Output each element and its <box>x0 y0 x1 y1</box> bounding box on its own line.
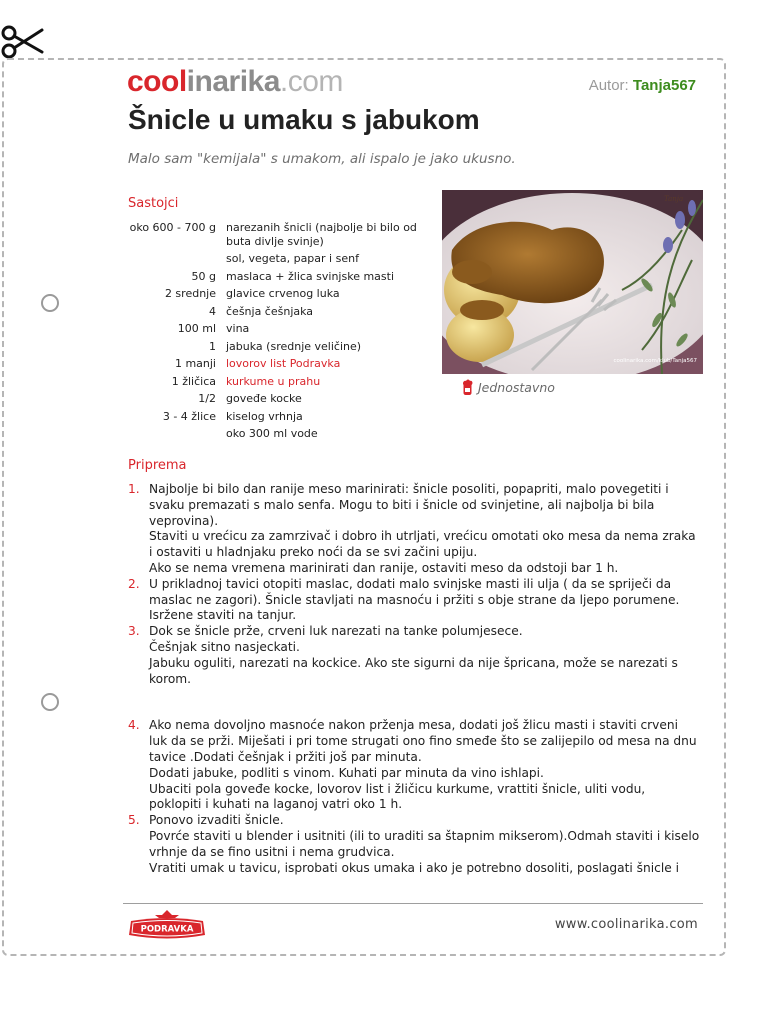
step-number: 4. <box>128 718 140 733</box>
ingredient-name: kiselog vrhnja <box>226 409 303 423</box>
step-text: Ako nema dovoljno masnoće nakon prženja mesa, dodati još žlicu masti i staviti crveni luk da se prži. Miješati i pri tome strugati ono fino smeđe što se zalijepilo od mesa na dnu tavice .Dodati češnjak i pržiti još par minuta. Dodati jabuke, podliti s vinom. Kuhati par minuta da vino ishlapi. Ubaciti pola goveđe kocke, lovorov list i žličicu kurkume, vrattiti šnicle, uliti vodu, poklopiti i kuhati na laganoj vatri oko 1 h. <box>149 718 697 812</box>
step-item <box>128 482 700 577</box>
ingredients-heading: Sastojci <box>128 196 179 211</box>
ingredient-qty: 2 srednje <box>164 287 216 300</box>
scissors-icon <box>0 24 44 60</box>
footer-divider <box>123 903 703 904</box>
step-text: U prikladnoj tavici otopiti maslac, dodati malo svinjske masti ili ulja ( da se spriječi da maslac ne zagori). Šnicle stavljati na masnoću i pržiti s obje strane da ljepo porumene. Isržene staviti na tanjur. <box>149 576 680 623</box>
ingredient-name: goveđe kocke <box>226 392 302 405</box>
author-name[interactable]: Tanja567 <box>632 77 696 94</box>
ingredient-name: narezanih šnicli (najbolje bi bilo od buta divlje svinje) <box>226 221 417 248</box>
chef-hat-icon <box>462 379 473 395</box>
footer-url[interactable]: www.coolinarika.com <box>554 917 698 932</box>
step-number: 2. <box>128 576 140 591</box>
ingredient-row <box>128 250 420 268</box>
author-label: Autor: <box>588 77 629 94</box>
ingredient-row <box>128 320 420 338</box>
podravka-logo[interactable] <box>127 909 207 943</box>
difficulty-label: Jednostavno <box>478 379 555 395</box>
difficulty-badge <box>462 379 555 395</box>
step-number: 5. <box>128 813 140 828</box>
step-item <box>128 577 700 624</box>
ingredient-row <box>128 373 420 391</box>
binder-hole-bottom <box>41 693 59 711</box>
ingredient-row <box>128 268 420 286</box>
author-line <box>589 77 696 94</box>
ingredient-row <box>128 390 420 408</box>
step-text: Ponovo izvaditi šnicle. Povrće staviti u blender i usitniti (ili to uraditi sa štapnim mikserom).Odmah staviti i kiselo vrhnje da se fino usitni i nema grudvica. Vratiti umak u tavicu, isprobati okus umaka i ako je potrebno dosoliti, poslagati šnicle i <box>149 813 700 875</box>
ingredient-name: sol, vegeta, papar i senf <box>226 252 359 265</box>
ingredient-name: vina <box>226 322 250 335</box>
ingredient-qty: 3 - 4 žlice <box>162 409 216 423</box>
step-item <box>128 624 700 687</box>
ingredient-qty: 1 žličica <box>171 374 216 388</box>
ingredient-row <box>128 338 420 356</box>
preparation-heading: Priprema <box>128 458 187 473</box>
step-text: Dok se šnicle prže, crveni luk narezati na tanke polumjesece. Češnjak sitno nasjeckati. Jabuku oguliti, narezati na kockice. Ako ste sigurni da nije špricana, može se narezati s korom. <box>149 624 678 686</box>
photo-caption: coolinarika.com/klub/Tanja567 <box>613 358 697 364</box>
step-item <box>128 813 700 876</box>
ingredient-row <box>128 303 420 321</box>
ingredient-row <box>128 219 420 250</box>
ingredient-qty <box>128 250 226 268</box>
recipe-subtitle: Malo sam "kemijala" s umakom, ali ispalo je jako ukusno. <box>128 151 516 167</box>
recipe-title: Šnicle u umaku s jabukom <box>128 104 480 135</box>
ingredients-list <box>128 219 420 443</box>
ingredient-qty: 50 g <box>191 269 216 283</box>
ingredient-name: češnja češnjaka <box>226 304 314 318</box>
ingredient-row <box>128 408 420 426</box>
ingredient-name: maslaca + žlica svinjske masti <box>226 269 395 283</box>
ingredient-qty <box>128 425 226 443</box>
ingredient-name: glavice crvenog luka <box>226 287 340 300</box>
step-item <box>128 718 700 813</box>
binder-hole-top <box>41 294 59 312</box>
ingredient-row <box>128 285 420 303</box>
logo-part2: inarika <box>186 65 280 98</box>
ingredient-name: jabuka (srednje veličine) <box>226 339 362 353</box>
ingredient-qty: oko 600 - 700 g <box>129 221 216 234</box>
steps-list <box>128 482 700 876</box>
ingredient-name: oko 300 ml vode <box>226 427 318 440</box>
photo-watermark: Tanja <box>664 195 684 203</box>
logo-domain: .com <box>279 65 343 98</box>
step-text: Najbolje bi bilo dan ranije meso marinirati: šnicle posoliti, popapriti, malo povegetiti i svaku premazati s malo senfa. Mogu to biti i šnicle od svinjetine, ali najbolja bi bila veprovina). Staviti u vrećicu za zamrzivač i dobro ih utrljati, vrećicu omotati oko mesa da nema zraka i ostaviti u hladnjaku preko noći da se svi začini upiju. Ako se nema vremena marinirati dan ranije, ostaviti meso da odstoji bar 1 h. <box>149 482 696 575</box>
step-number: 1. <box>128 482 140 496</box>
ingredient-link[interactable]: kurkume u prahu <box>226 374 321 388</box>
recipe-photo <box>442 190 703 374</box>
ingredient-qty: 4 <box>209 304 216 318</box>
logo-part1: cool <box>127 65 187 98</box>
site-logo[interactable] <box>127 65 343 99</box>
ingredient-qty: 100 ml <box>177 322 216 335</box>
ingredient-link[interactable]: lovorov list Podravka <box>226 357 341 370</box>
podravka-logo-text: PODRAVKA <box>140 924 194 935</box>
ingredient-qty: 1 <box>209 339 216 353</box>
ingredient-row <box>128 355 420 373</box>
step-number: 3. <box>128 624 140 639</box>
ingredient-row <box>128 425 420 443</box>
ingredient-qty: 1/2 <box>198 392 216 405</box>
ingredient-qty: 1 manji <box>174 357 216 370</box>
